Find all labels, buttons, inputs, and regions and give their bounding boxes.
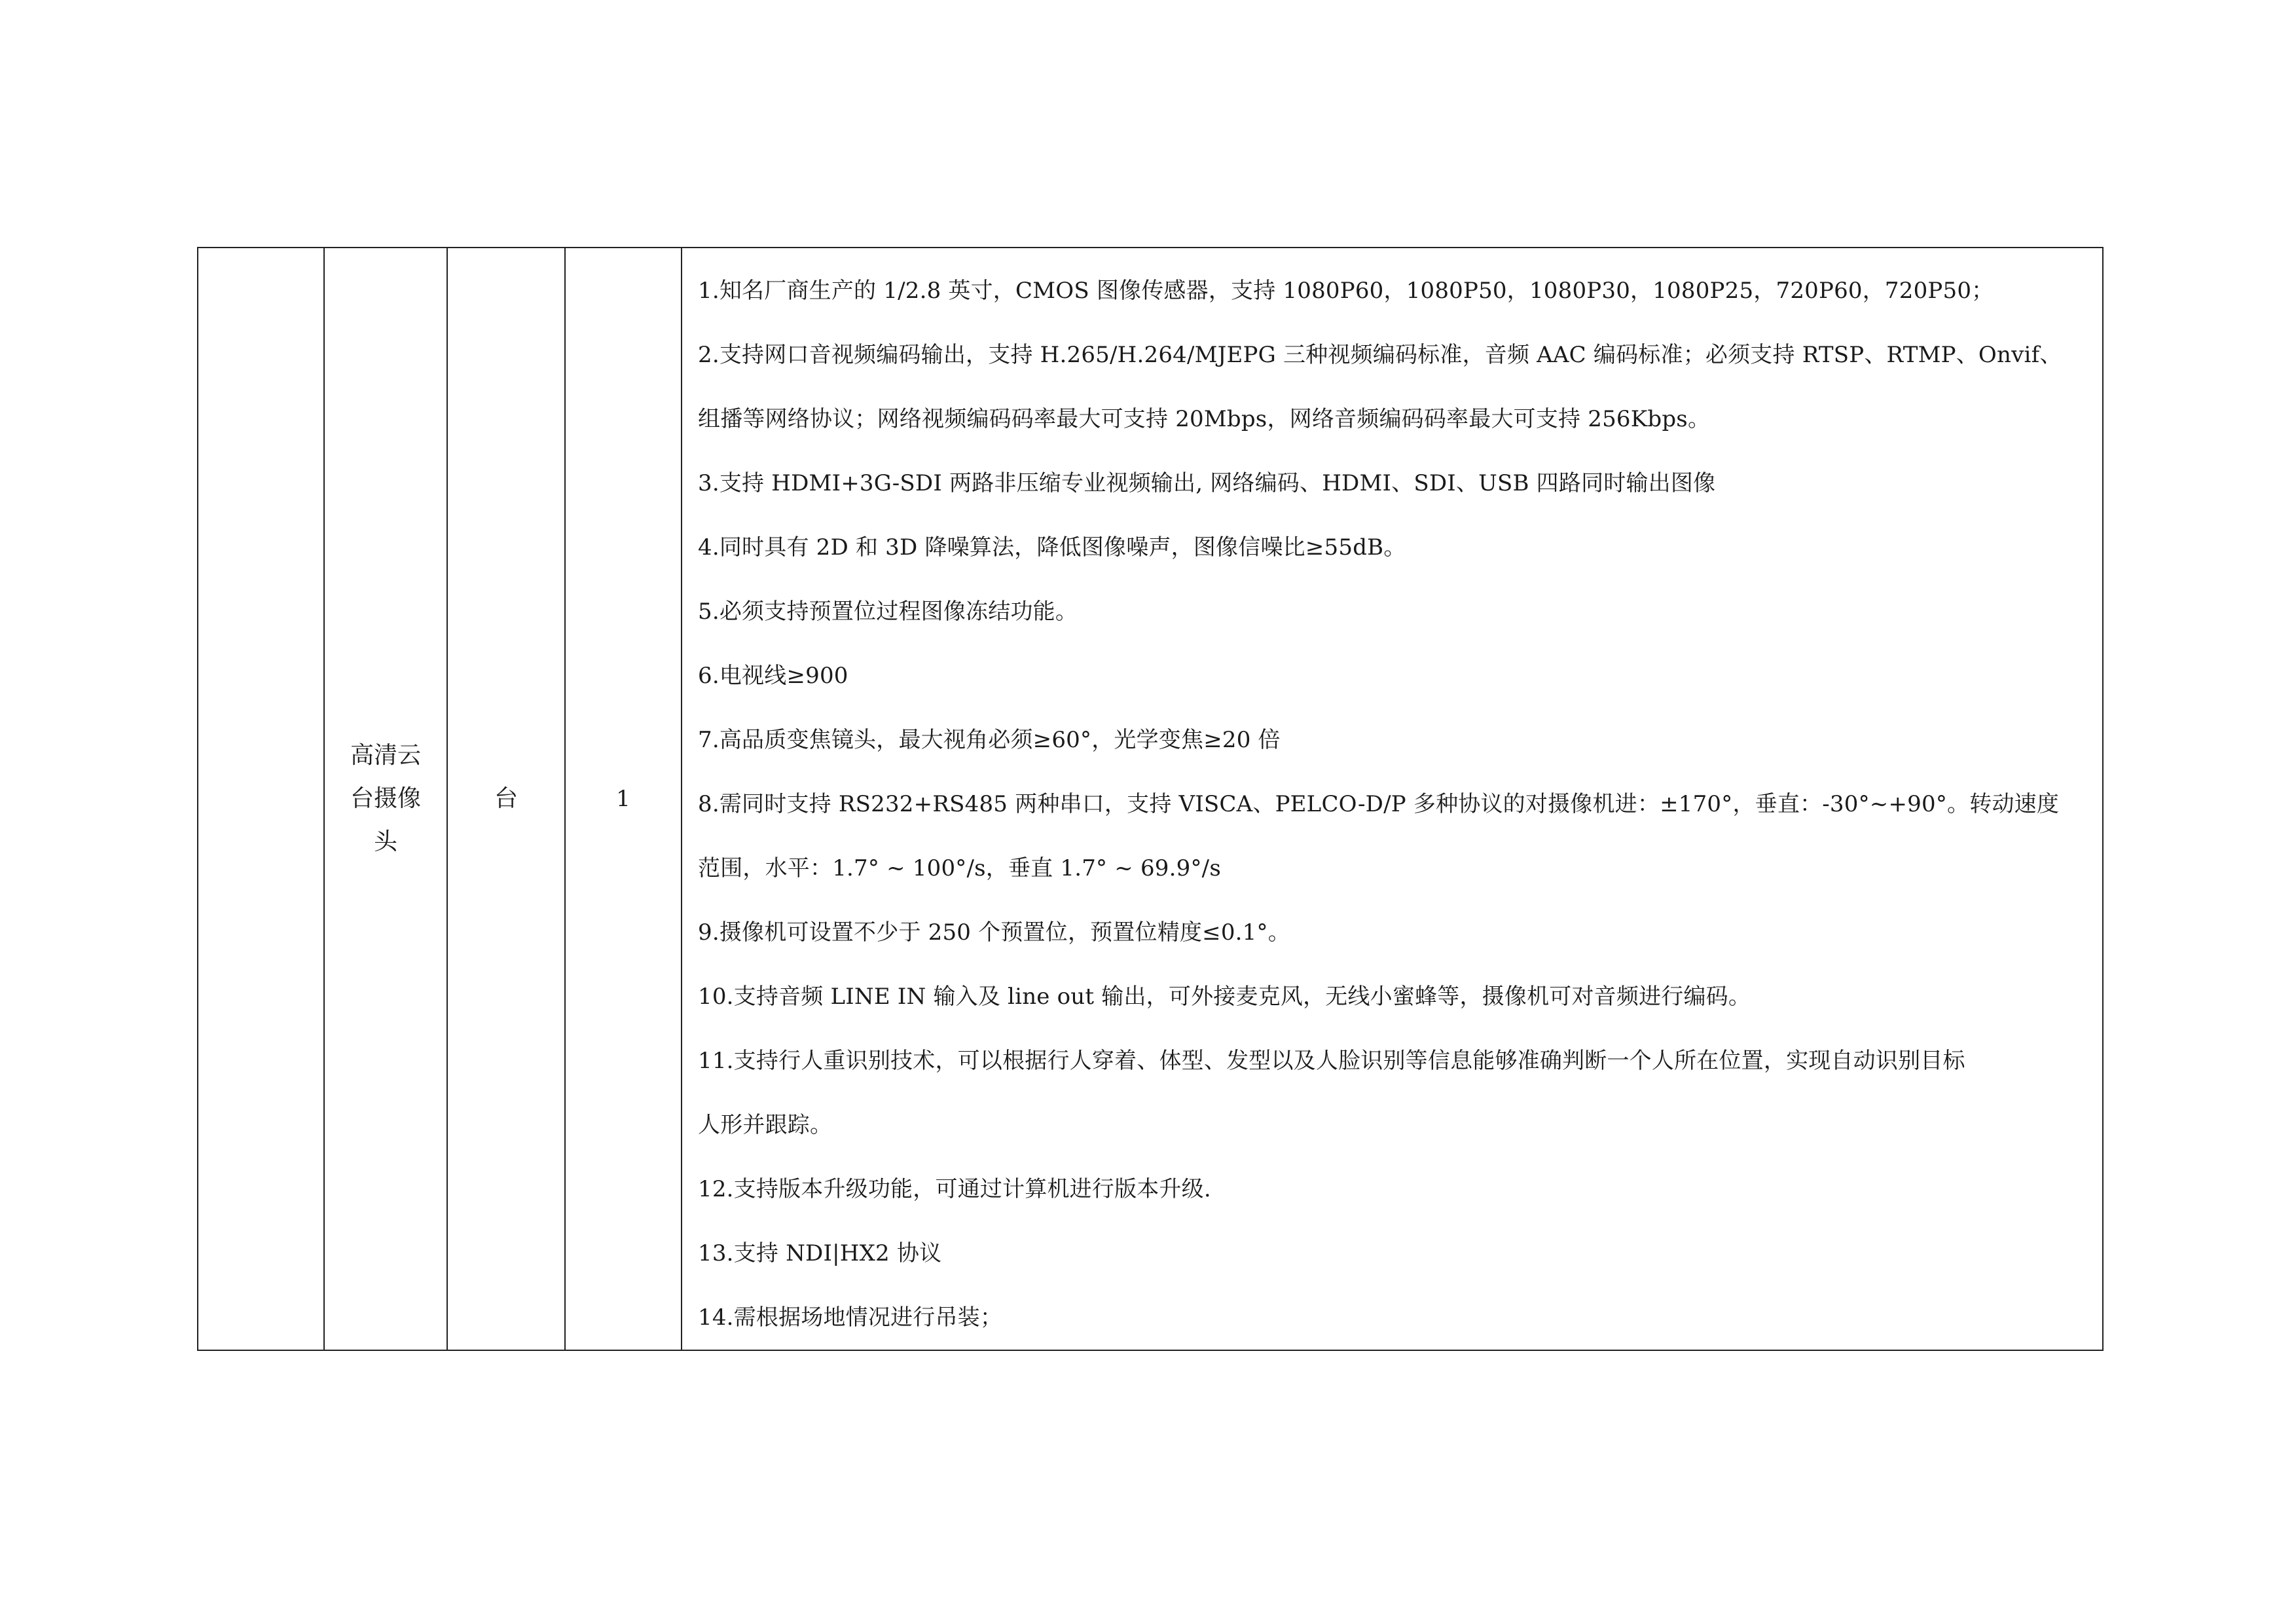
item-name-cell: 高清云台摄像头: [324, 248, 447, 1350]
spec-line: 5.必须支持预置位过程图像冻结功能。: [698, 599, 1078, 625]
spec-line: 13.支持 NDI|HX2 协议: [698, 1240, 942, 1266]
spec-line: 7.高品质变焦镜头，最大视角必须≥60°，光学变焦≥20 倍: [698, 727, 1281, 753]
spec-line: 范围，水平：1.7° ~ 100°/s，垂直 1.7° ~ 69.9°/s: [698, 855, 1221, 881]
spec-line: 14.需根据场地情况进行吊装；: [698, 1304, 1003, 1331]
unit-cell: 台: [447, 248, 565, 1350]
spec-line: 12.支持版本升级功能，可通过计算机进行版本升级.: [698, 1176, 1211, 1202]
table-row: [198, 248, 2103, 1350]
spec-line: 9.摄像机可设置不少于 250 个预置位，预置位精度≤0.1°。: [698, 919, 1290, 946]
quantity-cell: 1: [565, 248, 682, 1350]
spec-line: 8.需同时支持 RS232+RS485 两种串口，支持 VISCA、PELCO-D/P 多种协议的对摄像机进：±170°，垂直：-30°~+90°。转动速度: [698, 791, 2060, 817]
spec-line: 人形并跟踪。: [698, 1112, 833, 1138]
spec-line: 4.同时具有 2D 和 3D 降噪算法，降低图像噪声，图像信噪比≥55dB。: [698, 534, 1406, 561]
category-cell: [198, 248, 324, 1350]
spec-line: 1.知名厂商生产的 1/2.8 英寸，CMOS 图像传感器，支持 1080P60，1080P50，1080P30，1080P25，720P60，720P50；: [698, 278, 1994, 304]
spec-cell: [682, 248, 2103, 1350]
spec-line: 2.支持网口音视频编码输出，支持 H.265/H.264/MJEPG 三种视频编码标准，音频 AAC 编码标准；必须支持 RTSP、RTMP、Onvif、: [698, 342, 2062, 368]
spec-table: [197, 247, 2104, 1351]
spec-line: 6.电视线≥900: [698, 663, 848, 689]
spec-line: 10.支持音频 LINE IN 输入及 line out 输出，可外接麦克风，无线小蜜蜂等，摄像机可对音频进行编码。: [698, 984, 1751, 1010]
spec-line: 3.支持 HDMI+3G-SDI 两路非压缩专业视频输出, 网络编码、HDMI、SDI、USB 四路同时输出图像: [698, 470, 1716, 496]
spec-line: 组播等网络协议；网络视频编码码率最大可支持 20Mbps，网络音频编码码率最大可支持 256Kbps。: [698, 406, 1711, 432]
spec-line: 11.支持行人重识别技术，可以根据行人穿着、体型、发型以及人脸识别等信息能够准确判断一个人所在位置，实现自动识别目标: [698, 1048, 1965, 1074]
